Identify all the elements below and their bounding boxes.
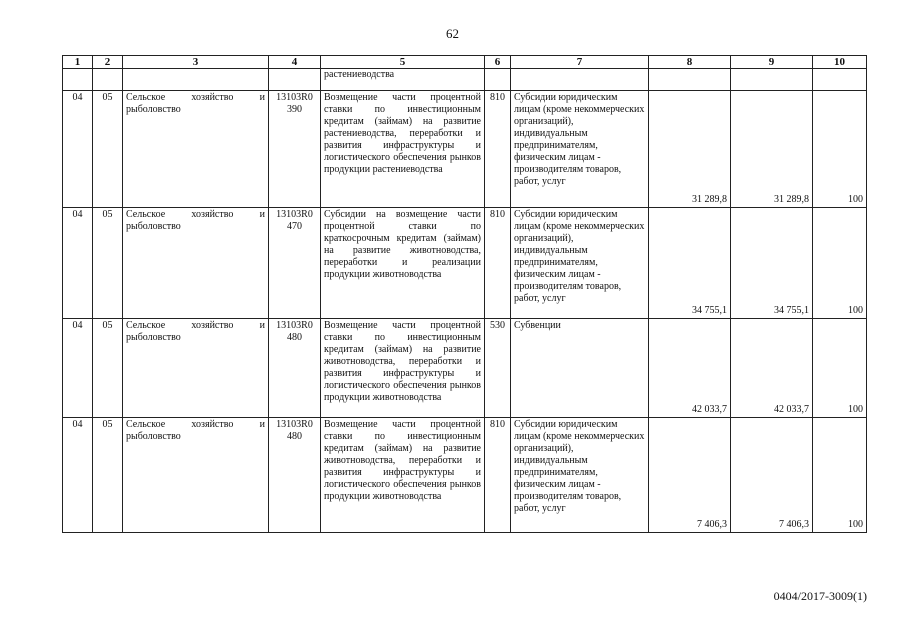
page-number: 62 <box>446 26 459 41</box>
execution-percent: 100 <box>813 91 867 208</box>
table-cell <box>93 69 123 91</box>
col-header-5: 5 <box>321 56 485 69</box>
amount-executed: 42 033,7 <box>731 319 813 418</box>
col-header-9: 9 <box>731 56 813 69</box>
expense-type-name: Субсидии юридическим лицам (кроме некоммерческих организаций), индивидуальным предпринимателям, физическим лицам - производителям товаров, работ, услуг <box>511 91 649 208</box>
target-code: 13103R0 470 <box>269 208 321 319</box>
amount-planned: 7 406,3 <box>649 418 731 533</box>
amount-executed: 7 406,3 <box>731 418 813 533</box>
table-cell <box>511 69 649 91</box>
expense-type-code: 810 <box>485 208 511 319</box>
target-code: 13103R0 480 <box>269 418 321 533</box>
section-code: 04 <box>63 91 93 208</box>
amount-executed: 31 289,8 <box>731 91 813 208</box>
section-name: Сельское хозяйство и рыболовство <box>123 418 269 533</box>
table-cell <box>123 69 269 91</box>
section-code: 04 <box>63 208 93 319</box>
budget-table <box>62 55 867 533</box>
expense-type-code: 810 <box>485 91 511 208</box>
section-name: Сельское хозяйство и рыболовство <box>123 319 269 418</box>
target-code: 13103R0 390 <box>269 91 321 208</box>
subsection-code: 05 <box>93 91 123 208</box>
amount-planned: 31 289,8 <box>649 91 731 208</box>
table-cell <box>813 69 867 91</box>
table-row <box>63 91 867 208</box>
document-code: 0404/2017-3009(1) <box>773 589 867 603</box>
expense-type-name: Субсидии юридическим лицам (кроме некоммерческих организаций), индивидуальным предпринимателям, физическим лицам - производителям товаров, работ, услуг <box>511 418 649 533</box>
col-header-7: 7 <box>511 56 649 69</box>
subsection-code: 05 <box>93 208 123 319</box>
table-row <box>63 418 867 533</box>
table-cell <box>269 69 321 91</box>
target-code: 13103R0 480 <box>269 319 321 418</box>
section-name: Сельское хозяйство и рыболовство <box>123 91 269 208</box>
col-header-10: 10 <box>813 56 867 69</box>
col-header-2: 2 <box>93 56 123 69</box>
table-cell <box>649 69 731 91</box>
col-header-6: 6 <box>485 56 511 69</box>
col-header-1: 1 <box>63 56 93 69</box>
continuation-text: растениеводства <box>321 69 485 91</box>
item-description: Субсидии на возмещение части процентной ставки по краткосрочным кредитам (займам) на развитие животноводства, переработки и реализации продукции животноводства <box>321 208 485 319</box>
table-row <box>63 208 867 319</box>
table-cell <box>63 69 93 91</box>
expense-type-code: 810 <box>485 418 511 533</box>
execution-percent: 100 <box>813 418 867 533</box>
expense-type-name: Субсидии юридическим лицам (кроме некоммерческих организаций), индивидуальным предпринимателям, физическим лицам - производителям товаров, работ, услуг <box>511 208 649 319</box>
section-code: 04 <box>63 319 93 418</box>
subsection-code: 05 <box>93 319 123 418</box>
amount-executed: 34 755,1 <box>731 208 813 319</box>
expense-type-code: 530 <box>485 319 511 418</box>
section-name: Сельское хозяйство и рыболовство <box>123 208 269 319</box>
col-header-4: 4 <box>269 56 321 69</box>
execution-percent: 100 <box>813 208 867 319</box>
item-description: Возмещение части процентной ставки по инвестиционным кредитам (займам) на развитие растениеводства, переработки и развития инфраструктуры и логистического обеспечения рынков продукции растениеводства <box>321 91 485 208</box>
header-row <box>63 56 867 69</box>
section-code: 04 <box>63 418 93 533</box>
amount-planned: 42 033,7 <box>649 319 731 418</box>
col-header-3: 3 <box>123 56 269 69</box>
table-cell <box>731 69 813 91</box>
continuation-row <box>63 69 867 91</box>
table-cell <box>485 69 511 91</box>
item-description: Возмещение части процентной ставки по инвестиционным кредитам (займам) на развитие животноводства, переработки и развития инфраструктуры и логистического обеспечения рынков продукции животноводства <box>321 319 485 418</box>
subsection-code: 05 <box>93 418 123 533</box>
expense-type-name: Субвенции <box>511 319 649 418</box>
table-row <box>63 319 867 418</box>
amount-planned: 34 755,1 <box>649 208 731 319</box>
col-header-8: 8 <box>649 56 731 69</box>
item-description: Возмещение части процентной ставки по инвестиционным кредитам (займам) на развитие животноводства, переработки и развития инфраструктуры и логистического обеспечения рынков продукции животноводства <box>321 418 485 533</box>
execution-percent: 100 <box>813 319 867 418</box>
